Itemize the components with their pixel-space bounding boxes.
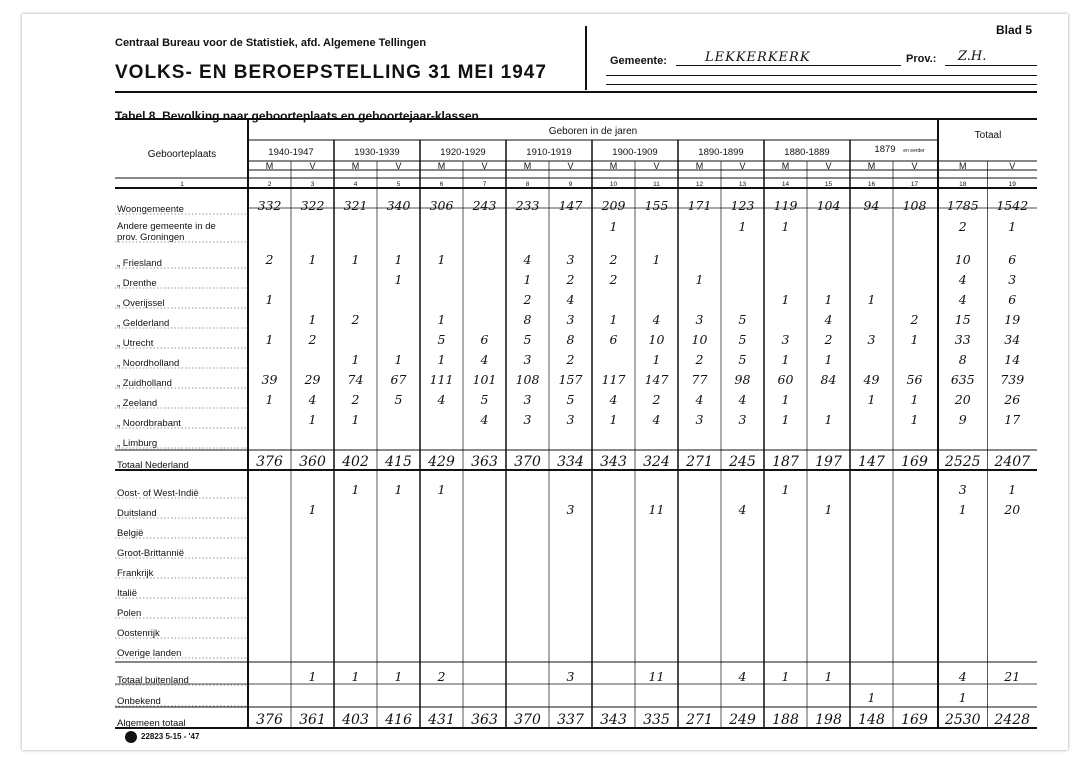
row-label: Onbekend <box>117 696 161 707</box>
table-cell: 1542 <box>996 198 1029 213</box>
table-cell: 2 <box>609 252 618 267</box>
table-cell: 1 <box>781 219 790 234</box>
table-cell: 3 <box>695 312 704 327</box>
table-cell: 147 <box>858 454 885 470</box>
table-cell: 1 <box>308 412 317 427</box>
row-label: Oost- of West-Indië <box>117 488 199 499</box>
table-caption: Tabel 8. Bevolking naar geboorteplaats en geboortejaar-klassen <box>115 109 479 123</box>
row-label: „ Noordbrabant <box>117 418 181 429</box>
year-group-suffix: en eerder <box>903 148 925 154</box>
table-cell: 2 <box>351 312 360 327</box>
year-group-label: 1940-1947 <box>268 147 314 158</box>
table-cell: 94 <box>863 198 880 213</box>
table-cell: 84 <box>820 372 837 387</box>
table-cell: 431 <box>428 712 455 728</box>
table-cell: 4 <box>566 292 575 307</box>
sex-label: M <box>351 161 360 171</box>
col-number: 13 <box>738 181 747 188</box>
table-cell: 198 <box>815 712 842 728</box>
table-cell: 2 <box>308 332 317 347</box>
table-cell: 2 <box>652 392 661 407</box>
table-cell: 739 <box>1000 372 1025 387</box>
table-cell: 3 <box>867 332 876 347</box>
table-cell: 197 <box>815 454 842 470</box>
table-cell: 3 <box>523 412 532 427</box>
table-cell: 4 <box>308 392 317 407</box>
table-cell: 2428 <box>994 712 1031 728</box>
print-code-text: 22823 5-15 - '47 <box>141 732 200 742</box>
table-cell: 3 <box>523 392 532 407</box>
sex-label: V <box>911 161 918 171</box>
gemeente-label: Gemeente: <box>610 55 667 67</box>
table-cell: 1 <box>910 412 919 427</box>
row-label: „ Limburg <box>117 438 158 449</box>
table-cell: 67 <box>390 372 407 387</box>
table-cell: 33 <box>954 332 971 347</box>
table-cell: 108 <box>515 372 540 387</box>
table-cell: 429 <box>428 454 455 470</box>
year-group-label: 1930-1939 <box>354 147 400 158</box>
table-cell: 60 <box>777 372 794 387</box>
table-cell: 370 <box>514 712 541 728</box>
table-cell: 117 <box>601 372 626 387</box>
row-label: Oostenrijk <box>117 628 160 639</box>
table-cell: 19 <box>1004 312 1021 327</box>
table-cell: 2 <box>437 669 446 684</box>
row-label: „ Overijssel <box>117 298 165 309</box>
col-number: 15 <box>824 181 833 188</box>
row-label: „ Utrecht <box>117 338 154 349</box>
table-cell: 4 <box>824 312 833 327</box>
row-label: „ Zeeland <box>117 398 158 409</box>
table-cell: 1 <box>394 669 403 684</box>
row-label: Algemeen totaal <box>117 718 186 729</box>
table-cell: 21 <box>1004 669 1021 684</box>
table-cell: 6 <box>480 332 489 347</box>
table-cell: 1 <box>781 352 790 367</box>
table-cell: 1 <box>609 312 618 327</box>
year-group-label: 1910-1919 <box>526 147 572 158</box>
born-header-text: Geboren in de jaren <box>548 126 638 137</box>
table-cell: 337 <box>557 712 584 728</box>
table-cell: 1 <box>351 482 360 497</box>
table-cell: 157 <box>558 372 583 387</box>
row-label: „ Zuidholland <box>117 378 172 389</box>
row-label: Italië <box>117 588 138 599</box>
table-cell: 98 <box>734 372 751 387</box>
table-cell: 1 <box>867 392 876 407</box>
table-cell: 3 <box>738 412 747 427</box>
col-number: 1 <box>180 181 184 188</box>
table-cell: 187 <box>772 454 799 470</box>
table-cell: 2 <box>958 219 967 234</box>
table-cell: 2407 <box>994 454 1031 470</box>
table-cell: 1 <box>958 690 967 705</box>
table-cell: 3 <box>566 412 575 427</box>
table-cell: 171 <box>687 198 712 213</box>
table-cell: 3 <box>1008 272 1017 287</box>
col-number: 9 <box>568 181 573 188</box>
place-header-text: Geboorteplaats <box>147 149 217 160</box>
sex-label: V <box>739 161 746 171</box>
col-number: 19 <box>1008 181 1016 188</box>
table-cell: 4 <box>958 669 967 684</box>
table-cell: 321 <box>343 198 368 213</box>
table-cell: 148 <box>858 712 885 728</box>
table-cell: 14 <box>1004 352 1021 367</box>
table-cell: 10 <box>648 332 665 347</box>
table-cell: 2 <box>265 252 274 267</box>
table-cell: 8 <box>566 332 575 347</box>
table-cell: 1 <box>695 272 704 287</box>
table-cell: 4 <box>437 392 446 407</box>
table-cell: 1 <box>781 482 790 497</box>
table-cell: 1 <box>738 219 747 234</box>
col-number: 14 <box>781 181 790 188</box>
table-cell: 11 <box>648 669 665 684</box>
table-cell: 56 <box>906 372 923 387</box>
table-cell: 2525 <box>944 454 981 470</box>
table-cell: 1 <box>394 272 403 287</box>
table-cell: 1 <box>308 502 317 517</box>
table-cell: 8 <box>958 352 967 367</box>
table-cell: 1 <box>910 392 919 407</box>
table-cell: 1 <box>824 502 833 517</box>
row-label: Groot-Brittannië <box>117 548 185 559</box>
table-cell: 5 <box>738 312 747 327</box>
row-label: Totaal buitenland <box>117 675 189 686</box>
row-label: „ Drenthe <box>117 278 157 289</box>
table-cell: 5 <box>394 392 403 407</box>
table-cell: 2 <box>523 292 532 307</box>
col-number: 10 <box>609 181 618 188</box>
table-cell: 5 <box>738 352 747 367</box>
table-cell: 2 <box>824 332 833 347</box>
table-cell: 3 <box>523 352 532 367</box>
table-cell: 1 <box>265 332 274 347</box>
table-cell: 11 <box>648 502 665 517</box>
table-cell: 10 <box>954 252 971 267</box>
table-cell: 343 <box>600 454 627 470</box>
table-cell: 4 <box>695 392 704 407</box>
table-cell: 17 <box>1004 412 1021 427</box>
sex-label: V <box>653 161 660 171</box>
table-cell: 3 <box>566 252 575 267</box>
table-cell: 74 <box>347 372 364 387</box>
table-cell: 1785 <box>946 198 979 213</box>
table-cell: 1 <box>867 292 876 307</box>
table-cell: 2 <box>566 272 575 287</box>
table-cell: 1 <box>652 252 661 267</box>
sex-label: V <box>1009 161 1016 171</box>
table-cell: 1 <box>437 352 446 367</box>
sex-label: M <box>265 161 274 171</box>
table-cell: 20 <box>1004 502 1021 517</box>
table-cell: 1 <box>781 392 790 407</box>
sex-label: V <box>567 161 574 171</box>
table-cell: 363 <box>471 712 498 728</box>
table-cell: 1 <box>781 669 790 684</box>
table-cell: 3 <box>566 502 575 517</box>
table-cell: 155 <box>644 198 669 213</box>
table-cell: 104 <box>816 198 841 213</box>
table-cell: 1 <box>308 252 317 267</box>
table-cell: 1 <box>781 412 790 427</box>
table-cell: 1 <box>609 412 618 427</box>
col-number: 7 <box>482 181 487 188</box>
table-cell: 4 <box>523 252 532 267</box>
table-cell: 370 <box>514 454 541 470</box>
table-cell: 360 <box>299 454 326 470</box>
sheet-number: Blad 5 <box>996 23 1033 37</box>
row-label: Polen <box>117 608 142 619</box>
table-cell: 271 <box>686 712 713 728</box>
table-cell: 335 <box>643 712 670 728</box>
sex-label: M <box>781 161 790 171</box>
table-cell: 39 <box>261 372 278 387</box>
row-label: Totaal Nederland <box>117 460 189 471</box>
table-cell: 4 <box>738 392 747 407</box>
table-cell: 1 <box>1008 219 1017 234</box>
table-cell: 376 <box>256 454 283 470</box>
table-cell: 1 <box>652 352 661 367</box>
row-label: Woongemeente <box>117 204 184 215</box>
table-cell: 2 <box>609 272 618 287</box>
table-cell: 3 <box>566 312 575 327</box>
table-cell: 1 <box>394 352 403 367</box>
table-cell: 245 <box>729 454 756 470</box>
sex-label: M <box>523 161 532 171</box>
table-cell: 3 <box>958 482 967 497</box>
table-cell: 1 <box>781 292 790 307</box>
table-cell: 1 <box>437 312 446 327</box>
table-cell: 169 <box>901 712 928 728</box>
year-group-label: 1920-1929 <box>440 147 486 158</box>
table-cell: 1 <box>824 352 833 367</box>
sex-label: M <box>695 161 704 171</box>
table-cell: 1 <box>523 272 532 287</box>
table-cell: 2 <box>910 312 919 327</box>
sex-label: V <box>825 161 832 171</box>
table-cell: 1 <box>958 502 967 517</box>
table-cell: 1 <box>394 482 403 497</box>
sex-label: V <box>395 161 402 171</box>
total-header-text: Totaal <box>974 130 1002 141</box>
col-number: 3 <box>310 181 315 188</box>
form-title: VOLKS- EN BEROEPSTELLING 31 MEI 1947 <box>115 62 547 83</box>
table-cell: 77 <box>691 372 708 387</box>
table-cell: 402 <box>342 454 369 470</box>
col-number: 18 <box>959 181 967 188</box>
table-cell: 1 <box>609 219 618 234</box>
table-cell: 2 <box>566 352 575 367</box>
table-cell: 5 <box>437 332 446 347</box>
table-cell: 119 <box>773 198 798 213</box>
row-label: België <box>117 528 144 539</box>
table-cell: 233 <box>515 198 540 213</box>
row-label: Overige landen <box>117 648 182 659</box>
prov-label: Prov.: <box>906 53 937 65</box>
table-cell: 4 <box>652 312 661 327</box>
table-cell: 1 <box>824 412 833 427</box>
table-cell: 5 <box>566 392 575 407</box>
row-label: Duitsland <box>117 508 157 519</box>
table-cell: 1 <box>351 352 360 367</box>
table-cell: 1 <box>824 669 833 684</box>
table-cell: 111 <box>429 372 454 387</box>
table-cell: 10 <box>691 332 708 347</box>
col-number: 5 <box>396 181 401 188</box>
table-cell: 108 <box>902 198 927 213</box>
table-cell: 1 <box>308 669 317 684</box>
table-cell: 415 <box>385 454 412 470</box>
table-cell: 169 <box>901 454 928 470</box>
table-cell: 29 <box>304 372 321 387</box>
table-cell: 1 <box>437 252 446 267</box>
row-label: „ Noordholland <box>117 358 180 369</box>
table-cell: 4 <box>738 502 747 517</box>
table-cell: 416 <box>385 712 412 728</box>
table-cell: 3 <box>566 669 575 684</box>
table-cell: 6 <box>1008 252 1017 267</box>
table-cell: 101 <box>472 372 497 387</box>
col-number: 17 <box>910 181 919 188</box>
table-cell: 334 <box>557 454 584 470</box>
sex-label: M <box>867 161 876 171</box>
table-cell: 2530 <box>944 712 981 728</box>
row-label: Andere gemeente in de <box>117 221 216 232</box>
table-cell: 4 <box>958 272 967 287</box>
sex-label: M <box>959 161 967 171</box>
year-group-label: 1900-1909 <box>612 147 658 158</box>
table-cell: 1 <box>308 312 317 327</box>
year-group-label: 1880-1889 <box>784 147 830 158</box>
table-cell: 271 <box>686 454 713 470</box>
table-cell: 20 <box>954 392 971 407</box>
row-label: Frankrijk <box>117 568 154 579</box>
table-cell: 123 <box>730 198 755 213</box>
table-cell: 332 <box>257 198 282 213</box>
sex-label: M <box>437 161 446 171</box>
sex-label: M <box>609 161 618 171</box>
table-cell: 9 <box>958 412 967 427</box>
sex-label: V <box>309 161 316 171</box>
table-cell: 4 <box>480 412 489 427</box>
col-number: 4 <box>353 181 358 188</box>
col-number: 11 <box>653 181 660 188</box>
printer-logo-icon <box>125 731 137 743</box>
table-cell: 6 <box>609 332 618 347</box>
table-cell: 147 <box>644 372 669 387</box>
table-cell: 49 <box>863 372 880 387</box>
table-cell: 4 <box>609 392 618 407</box>
table-cell: 361 <box>299 712 326 728</box>
table-cell: 188 <box>772 712 799 728</box>
row-label: „ Gelderland <box>117 318 170 329</box>
table-cell: 243 <box>472 198 497 213</box>
prov-value: Z.H. <box>958 49 987 64</box>
table-cell: 322 <box>300 198 325 213</box>
year-group-label: 1879 <box>874 144 896 155</box>
gemeente-value: LEKKERKERK <box>705 50 811 65</box>
table-cell: 1 <box>910 332 919 347</box>
table-cell: 363 <box>471 454 498 470</box>
table-cell: 343 <box>600 712 627 728</box>
table-cell: 1 <box>265 292 274 307</box>
table-cell: 3 <box>695 412 704 427</box>
col-number: 6 <box>439 181 444 188</box>
table-cell: 34 <box>1004 332 1021 347</box>
table-cell: 1 <box>1008 482 1017 497</box>
table-cell: 1 <box>265 392 274 407</box>
table-cell: 3 <box>781 332 790 347</box>
table-cell: 1 <box>867 690 876 705</box>
table-cell: 4 <box>958 292 967 307</box>
table-cell: 403 <box>342 712 369 728</box>
table-cell: 324 <box>643 454 670 470</box>
table-cell: 635 <box>950 372 975 387</box>
print-code <box>125 731 199 743</box>
bureau-name: Centraal Bureau voor de Statistiek, afd. Algemene Tellingen <box>115 37 427 49</box>
table-cell: 1 <box>394 252 403 267</box>
table-cell: 4 <box>738 669 747 684</box>
table-cell: 26 <box>1004 392 1021 407</box>
table-cell: 5 <box>523 332 532 347</box>
table-cell: 4 <box>652 412 661 427</box>
table-cell: 147 <box>558 198 583 213</box>
col-number: 12 <box>695 181 704 188</box>
table-cell: 2 <box>695 352 704 367</box>
table-cell: 5 <box>480 392 489 407</box>
table-cell: 5 <box>738 332 747 347</box>
table-cell: 209 <box>601 198 626 213</box>
table-cell: 15 <box>954 312 971 327</box>
col-number: 2 <box>267 181 272 188</box>
table-cell: 306 <box>429 198 454 213</box>
table-cell: 4 <box>480 352 489 367</box>
table-cell: 8 <box>523 312 532 327</box>
table-cell: 376 <box>256 712 283 728</box>
col-number: 8 <box>525 181 530 188</box>
table-cell: 340 <box>386 198 411 213</box>
table-cell: 1 <box>351 669 360 684</box>
sex-label: V <box>481 161 488 171</box>
col-number: 16 <box>867 181 876 188</box>
table-cell: 249 <box>729 712 756 728</box>
row-label: „ Friesland <box>117 258 162 269</box>
table-cell: 6 <box>1008 292 1017 307</box>
table-cell: 1 <box>824 292 833 307</box>
row-label: prov. Groningen <box>117 232 185 243</box>
table-cell: 1 <box>351 412 360 427</box>
table-cell: 2 <box>351 392 360 407</box>
year-group-label: 1890-1899 <box>698 147 744 158</box>
table-cell: 1 <box>437 482 446 497</box>
table-cell: 1 <box>351 252 360 267</box>
